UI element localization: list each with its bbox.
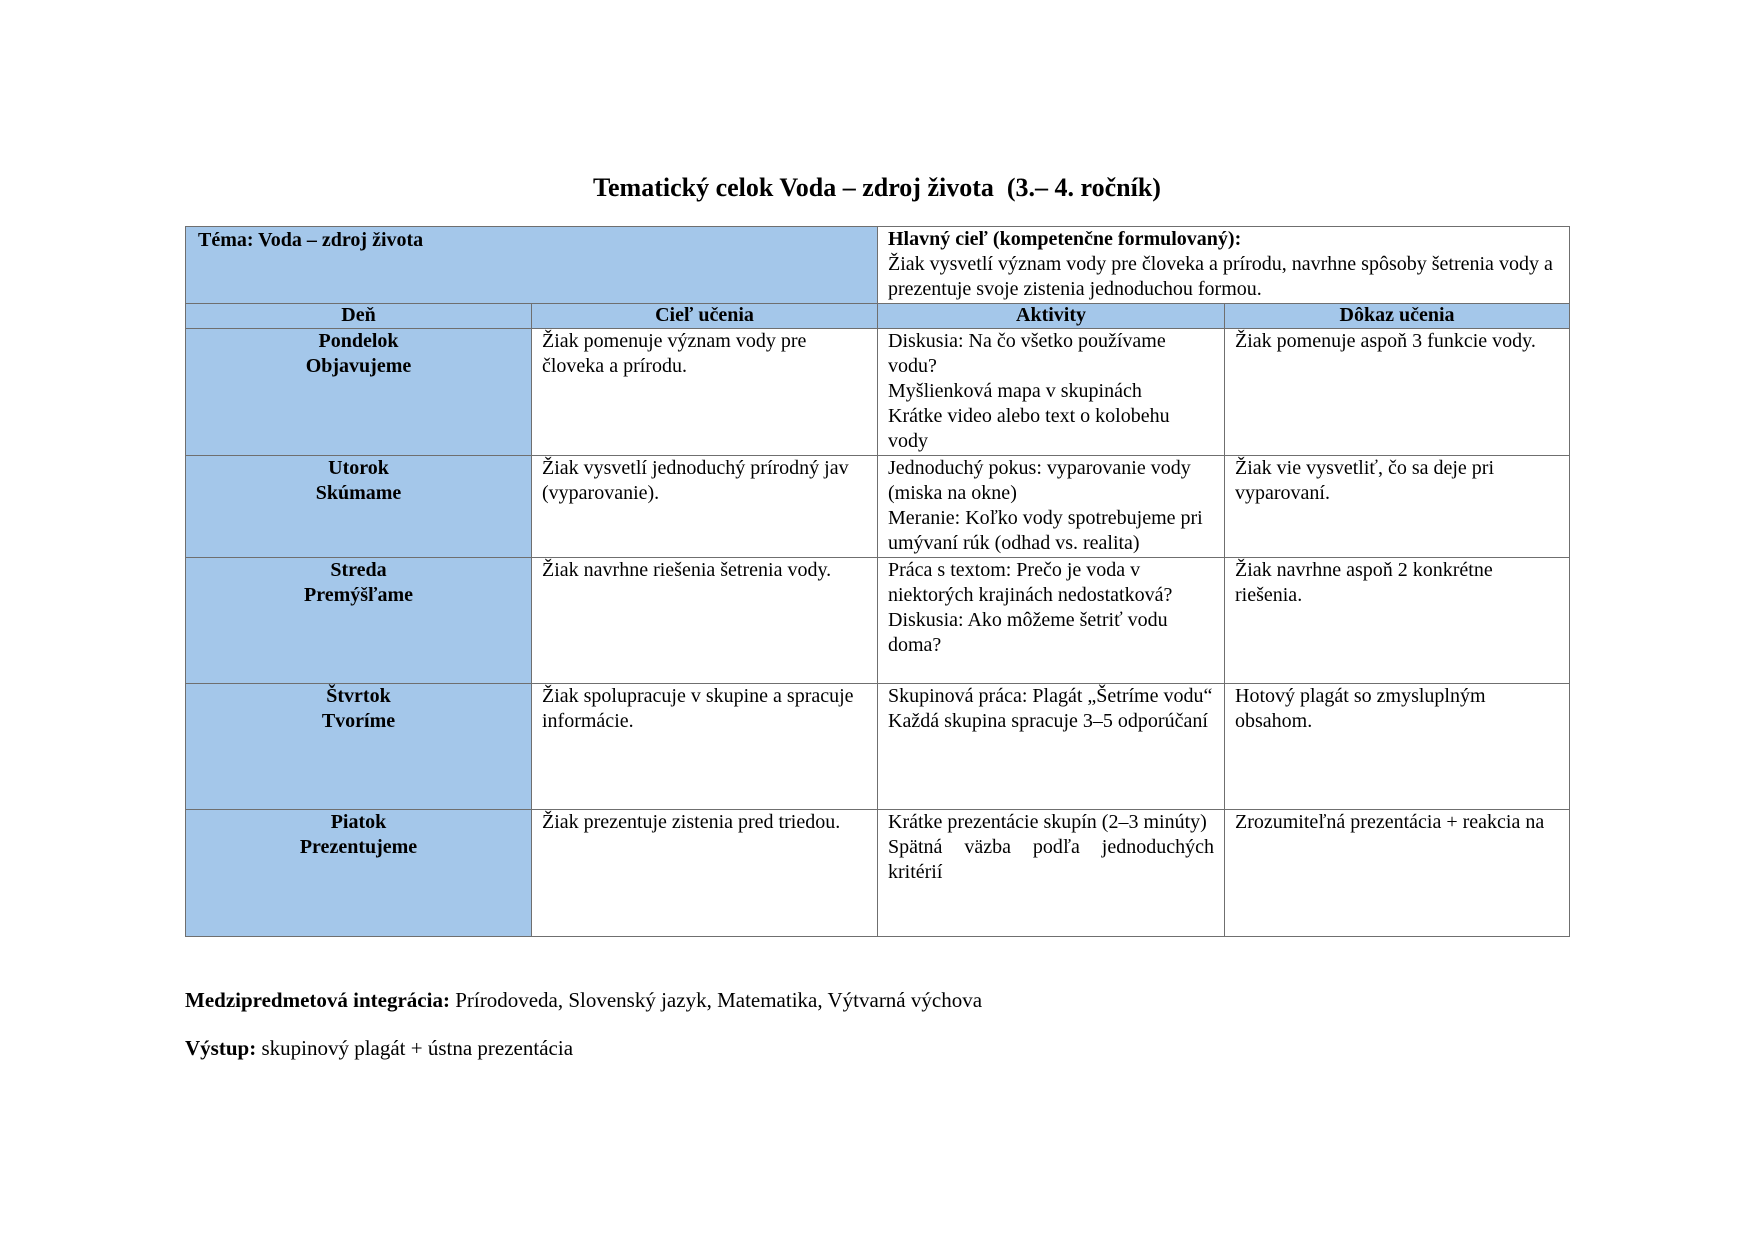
table-row [186, 810, 1570, 937]
activities-cell [878, 810, 1225, 937]
activity-item: Krátke video alebo text o kolobehu vody [888, 405, 1170, 452]
learning-goal-cell: Žiak navrhne riešenia šetrenia vody. [532, 558, 878, 684]
day-phase: Prezentujeme [299, 836, 418, 858]
table-header-row [186, 304, 1570, 329]
learning-goal-cell: Žiak vysvetlí jednoduchý prírodný jav (vyparovanie). [532, 456, 878, 558]
activities-cell [878, 329, 1225, 456]
output-line [185, 1035, 573, 1061]
learning-goal-cell: Žiak prezentuje zistenia pred triedou. [532, 810, 878, 937]
lesson-plan-table [185, 226, 1570, 937]
activity-item: Skupinová práca: Plagát „Šetríme vodu“ [888, 685, 1213, 707]
integration-text: Prírodoveda, Slovenský jazyk, Matematika, Výtvarná výchova [449, 988, 983, 1012]
output-text: skupinový plagát + ústna prezentácia [256, 1036, 574, 1060]
evidence-cell: Hotový plagát so zmysluplným obsahom. [1225, 684, 1570, 810]
day-name: Utorok [328, 457, 389, 479]
column-header-day: Deň [186, 304, 532, 329]
learning-goal-cell: Žiak spolupracuje v skupine a spracuje informácie. [532, 684, 878, 810]
day-phase: Objavujeme [305, 355, 412, 377]
activity-item: Každá skupina spracuje 3–5 odporúčaní [888, 710, 1208, 732]
day-name: Pondelok [318, 330, 399, 352]
activity-item: Meranie: Koľko vody spotrebujeme pri umývaní rúk (odhad vs. realita) [888, 507, 1203, 554]
evidence-cell: Zrozumiteľná prezentácia + reakcia na [1225, 810, 1570, 937]
activity-item: Jednoduchý pokus: vyparovanie vody (miska na okne) [888, 457, 1191, 504]
day-phase: Premýšľame [304, 584, 413, 606]
integration-label: Medzipredmetová integrácia: [185, 988, 450, 1012]
day-phase: Skúmame [315, 482, 402, 504]
day-phase: Tvoríme [321, 710, 396, 732]
activity-item: Spätná väzba podľa jednoduchých kritérií [888, 836, 1214, 883]
learning-goal-cell: Žiak pomenuje význam vody pre človeka a prírodu. [532, 329, 878, 456]
day-name: Piatok [330, 811, 387, 833]
evidence-cell: Žiak pomenuje aspoň 3 funkcie vody. [1225, 329, 1570, 456]
activities-cell [878, 684, 1225, 810]
activity-item: Diskusia: Na čo všetko používame vodu? [888, 330, 1166, 377]
day-cell [186, 810, 532, 937]
table-row [186, 558, 1570, 684]
day-cell [186, 684, 532, 810]
topic-cell: Téma: Voda – zdroj života [186, 227, 878, 304]
table-row [186, 329, 1570, 456]
column-header-activities: Aktivity [878, 304, 1225, 329]
activity-item: Myšlienková mapa v skupinách [888, 380, 1142, 402]
day-name: Streda [330, 559, 387, 581]
activities-cell [878, 558, 1225, 684]
main-goal-label: Hlavný cieľ (kompetenčne formulovaný): [888, 228, 1242, 250]
table-topic-row [186, 227, 1570, 304]
main-goal-text: Žiak vysvetlí význam vody pre človeka a prírodu, navrhne spôsoby šetrenia vody a prezentuje svoje zistenia jednoduchou formou. [888, 253, 1553, 300]
integration-line [185, 987, 982, 1013]
evidence-cell: Žiak navrhne aspoň 2 konkrétne riešenia. [1225, 558, 1570, 684]
evidence-cell: Žiak vie vysvetliť, čo sa deje pri vyparovaní. [1225, 456, 1570, 558]
day-name: Štvrtok [326, 685, 391, 707]
main-goal-cell [878, 227, 1570, 304]
day-cell [186, 558, 532, 684]
table-row [186, 684, 1570, 810]
day-cell [186, 329, 532, 456]
day-cell [186, 456, 532, 558]
activities-cell [878, 456, 1225, 558]
column-header-goal: Cieľ učenia [532, 304, 878, 329]
activity-item: Krátke prezentácie skupín (2–3 minúty) [888, 811, 1207, 833]
document-title: Tematický celok Voda – zdroj života (3.– 4. ročník) [593, 173, 1161, 202]
output-label: Výstup: [185, 1036, 257, 1060]
activity-item: Práca s textom: Prečo je voda v niektorých krajinách nedostatková? [888, 559, 1173, 606]
activity-item: Diskusia: Ako môžeme šetriť vodu doma? [888, 609, 1168, 656]
column-header-evidence: Dôkaz učenia [1225, 304, 1570, 329]
table-row [186, 456, 1570, 558]
